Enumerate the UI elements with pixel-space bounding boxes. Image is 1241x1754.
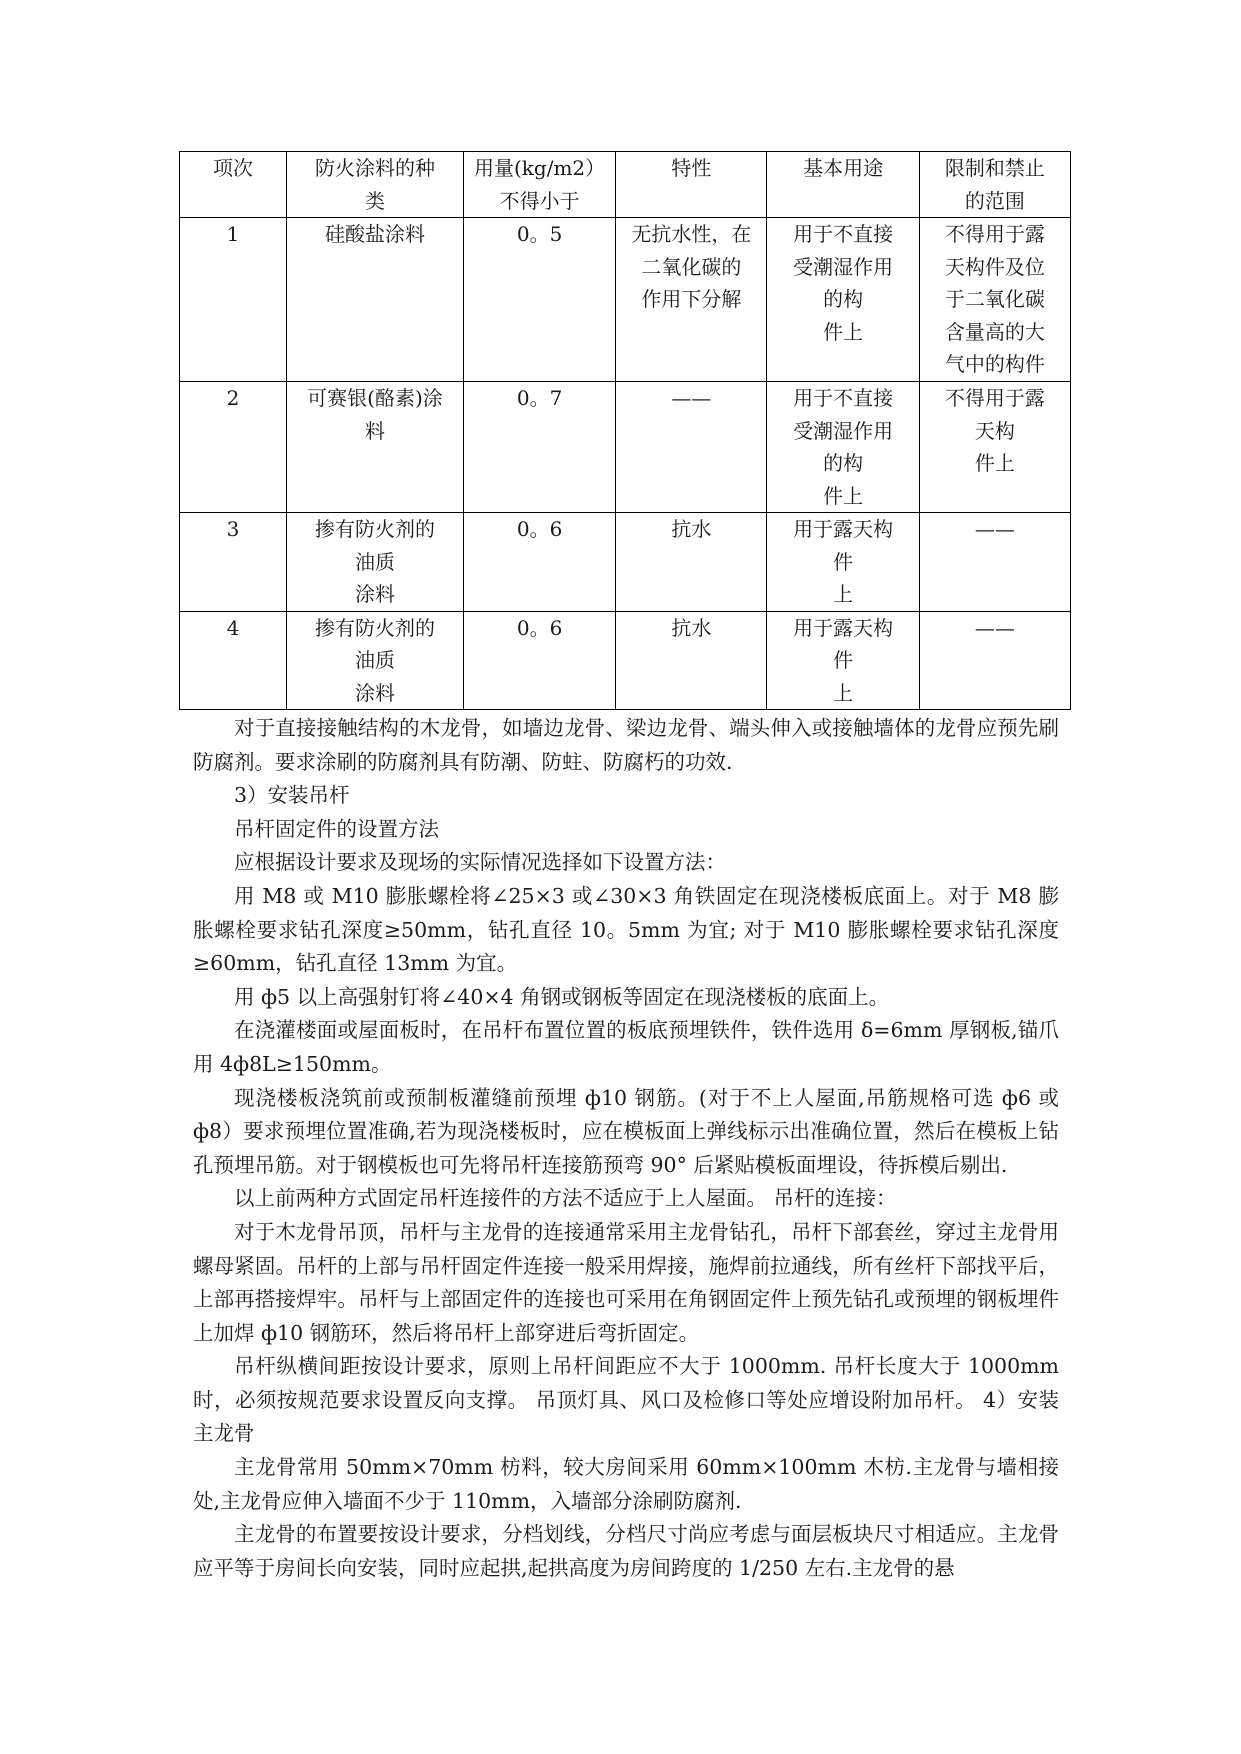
table-cell: 硅酸盐涂料 <box>287 218 464 382</box>
table-cell: —— <box>919 611 1070 710</box>
header-cell: 防火涂料的种 类 <box>287 152 464 218</box>
fireproof-coating-table <box>179 151 1071 710</box>
table-cell: 2 <box>180 382 287 513</box>
paragraph: 吊杆固定件的设置方法 <box>234 816 439 841</box>
header-cell: 基本用途 <box>767 152 919 218</box>
table-cell: 抗水 <box>616 513 767 612</box>
table-row <box>180 382 1071 513</box>
paragraph: 吊杆纵横间距按设计要求，原则上吊杆间距应不大于 1000mm. 吊杆长度大于 1000mm 时，必须按规范要求设置反向支撑。 吊顶灯具、风口及检修口等处应增设附加吊杆。 4）安装主龙骨 <box>193 1354 1059 1446</box>
table-cell: 0。6 <box>463 513 615 612</box>
table-cell: 不得用于露 天构 件上 <box>919 382 1070 513</box>
header-cell: 限制和禁止 的范围 <box>919 152 1070 218</box>
paragraph: 用 ф5 以上高强射钉将∠40×4 角钢或钢板等固定在现浇楼板的底面上。 <box>234 984 890 1009</box>
table-cell: 用于露天构 件 上 <box>767 513 919 612</box>
paragraph: 以上前两种方式固定吊杆连接件的方法不适应于上人屋面。 吊杆的连接： <box>234 1186 897 1211</box>
header-cell: 项次 <box>180 152 287 218</box>
table-cell: 掺有防火剂的 油质 涂料 <box>287 513 464 612</box>
paragraph: 用 M8 或 M10 膨胀螺栓将∠25×3 或∠30×3 角铁固定在现浇楼板底面上。对于 M8 膨胀螺栓要求钻孔深度≥50mm，钻孔直径 10。5mm 为宜; 对于 M10 膨胀螺栓要求钻孔深度≥60mm，钻孔直径 13mm 为宜。 <box>193 883 1059 976</box>
table-cell: 0。6 <box>463 611 615 710</box>
table-cell: 用于不直接 受潮湿作用 的构 件上 <box>767 218 919 382</box>
paragraph: 应根据设计要求及现场的实际情况选择如下设置方法： <box>234 850 726 875</box>
table-row <box>180 218 1071 382</box>
table-cell: 0。7 <box>463 382 615 513</box>
table-cell: 掺有防火剂的 油质 涂料 <box>287 611 464 710</box>
paragraph: 对于木龙骨吊顶，吊杆与主龙骨的连接通常采用主龙骨钻孔，吊杆下部套丝，穿过主龙骨用螺母紧固。吊杆的上部与吊杆固定件连接一般采用焊接，施焊前拉通线，所有丝杆下部找平后，上部再搭接焊牢。吊杆与上部固定件的连接也可采用在角钢固定件上预先钻孔或预埋的钢板埋件上加焊 ф10 钢筋环，然后将吊杆上部穿进后弯折固定。 <box>193 1219 1059 1345</box>
table-cell: 不得用于露 天构件及位 于二氧化碳 含量高的大 气中的构件 <box>919 218 1070 382</box>
table-cell: 3 <box>180 513 287 612</box>
table-row <box>180 611 1071 710</box>
paragraph: 主龙骨的布置要按设计要求，分档划线，分档尺寸尚应考虑与面层板块尺寸相适应。主龙骨应平等于房间长向安装，同时应起拱,起拱高度为房间跨度的 1/250 左右.主龙骨的悬 <box>193 1522 1059 1580</box>
table-cell: 4 <box>180 611 287 710</box>
table-cell: 可赛银(酪素)涂 料 <box>287 382 464 513</box>
paragraph: 现浇楼板浇筑前或预制板灌缝前预埋 ф10 钢筋。(对于不上人屋面,吊筋规格可选 ф6 或 ф8）要求预埋位置准确,若为现浇楼板时，应在模板面上弹线标示出准确位置，然后在模板上钻孔预埋吊筋。对于钢模板也可先将吊杆连接筋预弯 90° 后紧贴模板面埋设，待拆模后剔出. <box>193 1085 1059 1177</box>
table-cell: —— <box>616 382 767 513</box>
header-cell: 用量(kg/m2） 不得小于 <box>463 152 615 218</box>
table-header-row <box>180 152 1071 218</box>
table-row <box>180 513 1071 612</box>
table-cell: 0。5 <box>463 218 615 382</box>
paragraph: 在浇灌楼面或屋面板时，在吊杆布置位置的板底预埋铁件，铁件选用 δ=6mm 厚钢板,锚爪用 4ф8L≥150mm。 <box>193 1018 1059 1076</box>
paragraph: 主龙骨常用 50mm×70mm 枋料，较大房间采用 60mm×100mm 木枋.主龙骨与墙相接处,主龙骨应伸入墙面不少于 110mm，入墙部分涂刷防腐剂. <box>193 1455 1059 1513</box>
table-cell: 用于露天构 件 上 <box>767 611 919 710</box>
paragraph: 对于直接接触结构的木龙骨，如墙边龙骨、梁边龙骨、端头伸入或接触墙体的龙骨应预先刷防腐剂。要求涂刷的防腐剂具有防潮、防蛀、防腐朽的功效. <box>193 716 1059 774</box>
table-cell: —— <box>919 513 1070 612</box>
table-cell: 抗水 <box>616 611 767 710</box>
table-cell: 用于不直接 受潮湿作用 的构 件上 <box>767 382 919 513</box>
body-text <box>193 712 1059 1585</box>
table-cell: 1 <box>180 218 287 382</box>
header-cell: 特性 <box>616 152 767 218</box>
paragraph: 3）安装吊杆 <box>234 783 350 808</box>
table-cell: 无抗水性，在 二氧化碳的 作用下分解 <box>616 218 767 382</box>
